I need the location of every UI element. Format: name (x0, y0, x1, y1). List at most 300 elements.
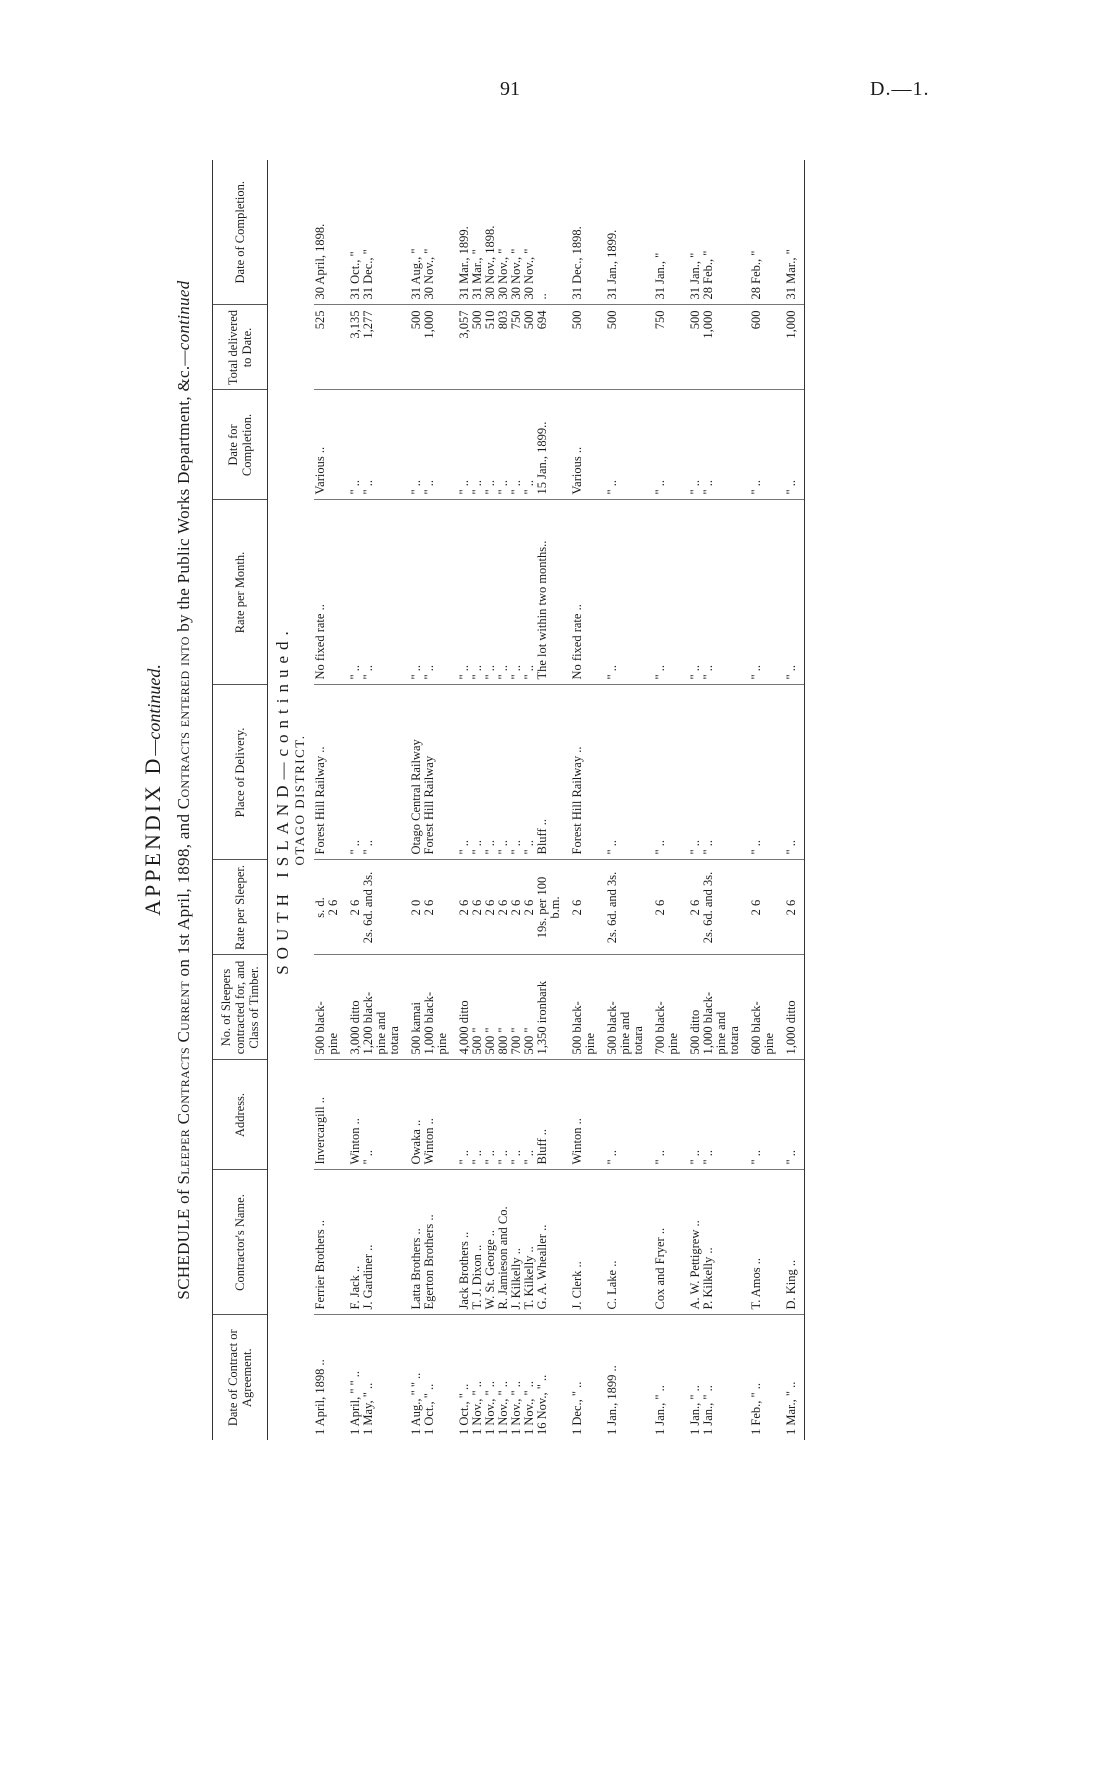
district-row (291, 160, 314, 1440)
cell-place: " .. (654, 685, 667, 860)
cell-rate-month (549, 500, 562, 685)
cell-rate: 2 6 (654, 860, 667, 955)
cell-place: " .. (497, 685, 510, 860)
spacer-row (776, 160, 785, 1440)
cell-sleepers: pine (436, 955, 449, 1060)
cell-completion (436, 390, 449, 500)
cell-completed (632, 160, 645, 305)
cell-date (375, 1315, 388, 1440)
cell-completion (728, 390, 741, 500)
cell-date: 1 Nov., " .. (483, 1381, 497, 1435)
cell-completion: " .. (606, 390, 619, 500)
cell-name: J. Gardiner .. (362, 1170, 375, 1315)
cell-place: " .. (523, 685, 536, 860)
spacer-cell (741, 500, 750, 685)
cell-sleepers: 1,000 black- (423, 955, 436, 1060)
cell-total (619, 305, 632, 390)
cell-total: 500 (523, 305, 536, 390)
cell-total (728, 305, 741, 390)
cell-completed: 30 Nov., " (423, 160, 436, 305)
spacer-cell (680, 500, 689, 685)
cell-sleepers: totara (632, 955, 645, 1060)
cell-place: " .. (362, 685, 375, 860)
cell-sleepers: 500 " (484, 955, 497, 1060)
cell-sleepers: 500 black- (606, 955, 619, 1060)
col-sleepers: No. of Sleepers contracted for, and Class of Timber. (213, 955, 268, 1060)
cell-completed (436, 160, 449, 305)
cell-completed (327, 160, 340, 305)
cell-name: T. Kilkelly .. (523, 1170, 536, 1315)
cell-date: 1 Feb., " .. (749, 1383, 763, 1435)
cell-rate: 2 6 (484, 860, 497, 955)
cell-total (549, 305, 562, 390)
cell-place (549, 685, 562, 860)
cell-rate: 2 6 (785, 860, 805, 955)
cell-completion (388, 390, 401, 500)
cell-completed: 28 Feb., " (750, 160, 763, 305)
cell-total: 500 (689, 305, 702, 390)
cell-completed (619, 160, 632, 305)
cell-completed (375, 160, 388, 305)
cell-name: T. Amos .. (750, 1170, 763, 1315)
cell-rate-month: " .. (362, 500, 375, 685)
cell-name: J. Kilkelly .. (510, 1170, 523, 1315)
cell-place: " .. (471, 685, 484, 860)
cell-date: 1 Aug., " " .. (409, 1372, 423, 1435)
cell-rate-month: " .. (484, 500, 497, 685)
cell-address: Bluff .. (536, 1060, 549, 1170)
cell-total: 750 (510, 305, 523, 390)
cell-place: " .. (785, 685, 805, 860)
table-row (571, 160, 584, 1440)
cell-total: 1,277 (362, 305, 375, 390)
cell-address: Winton .. (571, 1060, 584, 1170)
cell-total: 500 (571, 305, 584, 390)
cell-address: " .. (523, 1060, 536, 1170)
spacer-row (741, 160, 750, 1440)
cell-total: 500 (410, 305, 423, 390)
cell-completed (715, 160, 728, 305)
cell-name: F. Jack .. (349, 1170, 362, 1315)
cell-rate: 2 6 (689, 860, 702, 955)
cell-address: " .. (471, 1060, 484, 1170)
spacer-row (340, 160, 349, 1440)
cell-completed (388, 160, 401, 305)
cell-rate-month (763, 500, 776, 685)
cell-date (619, 1315, 632, 1440)
contracts-table (212, 160, 805, 1440)
cell-sleepers: pine (327, 955, 340, 1060)
cell-rate-month: " .. (458, 500, 471, 685)
cell-completion: 15 Jan., 1899.. (536, 390, 549, 500)
cell-completed (728, 160, 741, 305)
cell-place (327, 685, 340, 860)
cell-completed: 31 Dec., 1898. (571, 160, 584, 305)
cell-sleepers: pine (667, 955, 680, 1060)
cell-sleepers: totara (388, 955, 401, 1060)
cell-place: " .. (702, 685, 715, 860)
cell-rate: 2 6 (571, 860, 584, 955)
cell-rate (436, 860, 449, 955)
cell-date: 1 April, 1898 .. (313, 1359, 327, 1435)
cell-date: 1 Nov., " .. (496, 1381, 510, 1435)
page-number: 91 (500, 78, 520, 100)
cell-name (632, 1170, 645, 1315)
schedule-mid: on 1st April, 1898, and (174, 809, 193, 982)
cell-sleepers: pine and (619, 955, 632, 1060)
cell-rate-month: " .. (510, 500, 523, 685)
spacer-cell (680, 685, 689, 860)
cell-date: 1 Dec., " .. (570, 1381, 584, 1435)
cell-total (584, 305, 597, 390)
document-reference: D.—1. (870, 78, 930, 100)
cell-completion: " .. (702, 390, 715, 500)
cell-total (715, 305, 728, 390)
cell-address: " .. (510, 1060, 523, 1170)
table-row (632, 160, 645, 1440)
cell-date: 1 Nov., " .. (522, 1381, 536, 1435)
cell-sleepers (549, 955, 562, 1060)
cell-completion (763, 390, 776, 500)
table-row (388, 160, 401, 1440)
schedule-smallcaps-2: Contracts entered into (174, 636, 193, 810)
cell-address (632, 1060, 645, 1170)
rotated-schedule (140, 140, 830, 1440)
cell-total (763, 305, 776, 390)
cell-place (632, 685, 645, 860)
cell-rate: b.m. (549, 860, 562, 955)
cell-completed: 31 Aug., " (410, 160, 423, 305)
cell-date (715, 1315, 728, 1440)
cell-total: 694 (536, 305, 549, 390)
cell-rate-month: No fixed rate .. (571, 500, 584, 685)
cell-rate: 2s. 6d. and 3s. (606, 860, 619, 955)
cell-sleepers: 500 " (471, 955, 484, 1060)
cell-name: P. Kilkelly .. (702, 1170, 715, 1315)
cell-sleepers: 3,000 ditto (349, 955, 362, 1060)
schedule-title (174, 140, 204, 1440)
appendix-label: APPENDIX D (140, 755, 165, 916)
cell-date (763, 1315, 776, 1440)
cell-completion: Various .. (571, 390, 584, 500)
table-row (654, 160, 667, 1440)
cell-completion: " .. (785, 390, 805, 500)
col-rate: Rate per Sleeper. (213, 860, 268, 955)
cell-sleepers: 1,000 ditto (785, 955, 805, 1060)
cell-address (584, 1060, 597, 1170)
cell-rate-month: " .. (423, 500, 436, 685)
cell-rate (728, 860, 741, 955)
cell-total: 510 (484, 305, 497, 390)
cell-date (667, 1315, 680, 1440)
cell-place: Bluff .. (536, 685, 549, 860)
spacer-cell (741, 685, 750, 860)
cell-place (375, 685, 388, 860)
cell-total: 600 (750, 305, 763, 390)
cell-completion (327, 390, 340, 500)
cell-completed: 30 Nov., " (523, 160, 536, 305)
cell-place: " .. (484, 685, 497, 860)
spacer-cell (645, 500, 654, 685)
cell-total: 1,000 (423, 305, 436, 390)
cell-date: 1 Nov., " .. (509, 1381, 523, 1435)
cell-address (549, 1060, 562, 1170)
cell-rate-month: " .. (523, 500, 536, 685)
cell-rate-month: " .. (606, 500, 619, 685)
cell-rate: 2 6 (523, 860, 536, 955)
table-row (423, 160, 436, 1440)
cell-total: 3,135 (349, 305, 362, 390)
cell-name: Ferrier Brothers .. (314, 1170, 327, 1315)
cell-address: " .. (362, 1060, 375, 1170)
spacer-cell (449, 500, 458, 685)
cell-place: " .. (349, 685, 362, 860)
cell-name (436, 1170, 449, 1315)
cell-place (388, 685, 401, 860)
cell-completion: " .. (510, 390, 523, 500)
col-address: Address. (213, 1060, 268, 1170)
spacer-cell (645, 685, 654, 860)
cell-rate (715, 860, 728, 955)
spacer-row (597, 160, 606, 1440)
cell-completed: 30 Nov., " (510, 160, 523, 305)
cell-name: J. Clerk .. (571, 1170, 584, 1315)
cell-sleepers: 500 ditto (689, 955, 702, 1060)
cell-sleepers: 4,000 ditto (458, 955, 471, 1060)
table-row (327, 160, 340, 1440)
cell-completion: " .. (654, 390, 667, 500)
schedule-start: SCHEDULE of (174, 1184, 193, 1300)
schedule-smallcaps-1: Sleeper Contracts Current (174, 981, 193, 1185)
cell-place (436, 685, 449, 860)
cell-completed: 30 April, 1898. (314, 160, 327, 305)
cell-sleepers: 500 " (523, 955, 536, 1060)
cell-completed: 31 Jan., " (689, 160, 702, 305)
cell-address: " .. (785, 1060, 805, 1170)
cell-rate: 2 6 (458, 860, 471, 955)
cell-completion (584, 390, 597, 500)
table-row (667, 160, 680, 1440)
col-place: Place of Delivery. (213, 685, 268, 860)
cell-address (667, 1060, 680, 1170)
cell-completed: 31 Mar., " (471, 160, 484, 305)
cell-date (388, 1315, 401, 1440)
cell-completion: " .. (423, 390, 436, 500)
cell-sleepers: 500 kamai (410, 955, 423, 1060)
cell-address: " .. (702, 1060, 715, 1170)
cell-sleepers: 700 black- (654, 955, 667, 1060)
cell-name (619, 1170, 632, 1315)
cell-address (327, 1060, 340, 1170)
cell-rate-month (728, 500, 741, 685)
cell-name: C. Lake .. (606, 1170, 619, 1315)
cell-address (619, 1060, 632, 1170)
cell-name: A. W. Pettigrew .. (689, 1170, 702, 1315)
cell-address: " .. (654, 1060, 667, 1170)
spacer-cell (449, 685, 458, 860)
cell-rate: 2 6 (327, 860, 340, 955)
cell-total (388, 305, 401, 390)
cell-rate-month: " .. (497, 500, 510, 685)
cell-date (584, 1315, 597, 1440)
spacer-cell (776, 500, 785, 685)
cell-date (632, 1315, 645, 1440)
cell-completed: 31 Jan., 1899. (606, 160, 619, 305)
cell-completion: Various .. (314, 390, 327, 500)
cell-sleepers: pine (584, 955, 597, 1060)
cell-completed: 31 Mar., 1899. (458, 160, 471, 305)
cell-name: R. Jamieson and Co. (497, 1170, 510, 1315)
cell-total (327, 305, 340, 390)
cell-completed: .. (536, 160, 549, 305)
cell-completed: 28 Feb., " (702, 160, 715, 305)
cell-sleepers: 1,000 black- (702, 955, 715, 1060)
cell-completion: " .. (362, 390, 375, 500)
cell-place: " .. (458, 685, 471, 860)
cell-place (728, 685, 741, 860)
table-header (213, 160, 268, 1440)
cell-total: 3,057 (458, 305, 471, 390)
cell-name: Latta Brothers .. (410, 1170, 423, 1315)
cell-completion: " .. (484, 390, 497, 500)
cell-rate-month (619, 500, 632, 685)
table-row (314, 160, 327, 1440)
cell-name (375, 1170, 388, 1315)
cell-total (436, 305, 449, 390)
cell-place: Forest Hill Railway .. (571, 685, 584, 860)
cell-total: 500 (606, 305, 619, 390)
col-date: Date of Contract or Agreement. (213, 1315, 268, 1440)
cell-rate: 2 6 (471, 860, 484, 955)
table-row (536, 160, 549, 1440)
cell-name: Cox and Fryer .. (654, 1170, 667, 1315)
cell-completed: 30 Nov., 1898. (484, 160, 497, 305)
cell-place: Forest Hill Railway (423, 685, 436, 860)
cell-rate: 2s. 6d. and 3s. (362, 860, 375, 955)
table-body (268, 160, 805, 1440)
spacer-cell (401, 500, 410, 685)
cell-name: Jack Brothers .. (458, 1170, 471, 1315)
cell-date: 1 Oct., " .. (457, 1383, 471, 1435)
cell-address (436, 1060, 449, 1170)
cell-rate: 2 6 (423, 860, 436, 955)
table-row (728, 160, 741, 1440)
cell-date (728, 1315, 741, 1440)
cell-name (584, 1170, 597, 1315)
cell-name (549, 1170, 562, 1315)
cell-date: 1 Jan., " .. (688, 1385, 702, 1435)
col-total: Total delivered to Date. (213, 305, 268, 390)
cell-date (327, 1315, 340, 1440)
cell-rate: 2 6 (750, 860, 763, 955)
cell-rate-month: " .. (471, 500, 484, 685)
cell-rate (619, 860, 632, 955)
cell-sleepers: pine and (375, 955, 388, 1060)
cell-name (728, 1170, 741, 1315)
cell-name: G. A. Whealler .. (536, 1170, 549, 1315)
cell-completed: 31 Oct., " (349, 160, 362, 305)
cell-sleepers: pine (763, 955, 776, 1060)
cell-name (715, 1170, 728, 1315)
cell-completion: " .. (497, 390, 510, 500)
appendix-title (140, 140, 174, 1440)
cell-total (632, 305, 645, 390)
cell-total: 803 (497, 305, 510, 390)
col-rate-month: Rate per Month. (213, 500, 268, 685)
cell-place (619, 685, 632, 860)
cell-address (715, 1060, 728, 1170)
cell-sleepers: 500 black- (314, 955, 327, 1060)
cell-rate (375, 860, 388, 955)
table-row (785, 160, 805, 1440)
cell-completed: 31 Dec., " (362, 160, 375, 305)
cell-name: Egerton Brothers .. (423, 1170, 436, 1315)
cell-rate (584, 860, 597, 955)
cell-place (763, 685, 776, 860)
cell-sleepers: 600 black- (750, 955, 763, 1060)
section-row (268, 160, 292, 1440)
cell-address (763, 1060, 776, 1170)
cell-rate (667, 860, 680, 955)
cell-address (375, 1060, 388, 1170)
cell-date: 1 Jan., " .. (653, 1385, 667, 1435)
cell-rate-month: " .. (654, 500, 667, 685)
cell-date: 1 Mar., " .. (785, 1315, 805, 1440)
cell-completed: 31 Jan., " (654, 160, 667, 305)
section-title: SOUTH ISLAND—continued. (273, 625, 292, 975)
cell-completion: " .. (750, 390, 763, 500)
cell-address (388, 1060, 401, 1170)
table-row (606, 160, 619, 1440)
cell-sleepers: pine and (715, 955, 728, 1060)
cell-rate-month (388, 500, 401, 685)
cell-address: Invercargill .. (314, 1060, 327, 1170)
cell-place: " .. (510, 685, 523, 860)
cell-place: " .. (606, 685, 619, 860)
cell-sleepers: totara (728, 955, 741, 1060)
cell-total (667, 305, 680, 390)
cell-completion: " .. (689, 390, 702, 500)
table-row (763, 160, 776, 1440)
table-row (715, 160, 728, 1440)
cell-place: Forest Hill Railway .. (314, 685, 327, 860)
cell-name (763, 1170, 776, 1315)
cell-completion (375, 390, 388, 500)
cell-completion (619, 390, 632, 500)
cell-name (667, 1170, 680, 1315)
cell-rate-month: " .. (702, 500, 715, 685)
cell-completed (549, 160, 562, 305)
cell-rate-month: " .. (750, 500, 763, 685)
cell-rate: s. d. (314, 860, 327, 955)
cell-rate: 2 0 (410, 860, 423, 955)
cell-date: 1 Nov., " .. (470, 1381, 484, 1435)
cell-total: 500 (471, 305, 484, 390)
cell-date: 1 Jan., 1899 .. (605, 1365, 619, 1435)
cell-place: " .. (689, 685, 702, 860)
cell-rate-month (632, 500, 645, 685)
cell-completion (632, 390, 645, 500)
cell-rate-month: No fixed rate .. (314, 500, 327, 685)
cell-address: " .. (497, 1060, 510, 1170)
cell-rate: 2 6 (497, 860, 510, 955)
cell-rate: 19s. per 100 (536, 860, 549, 955)
table-row (750, 160, 763, 1440)
cell-rate (632, 860, 645, 955)
table-row (375, 160, 388, 1440)
spacer-cell (340, 685, 349, 860)
cell-completion (715, 390, 728, 500)
